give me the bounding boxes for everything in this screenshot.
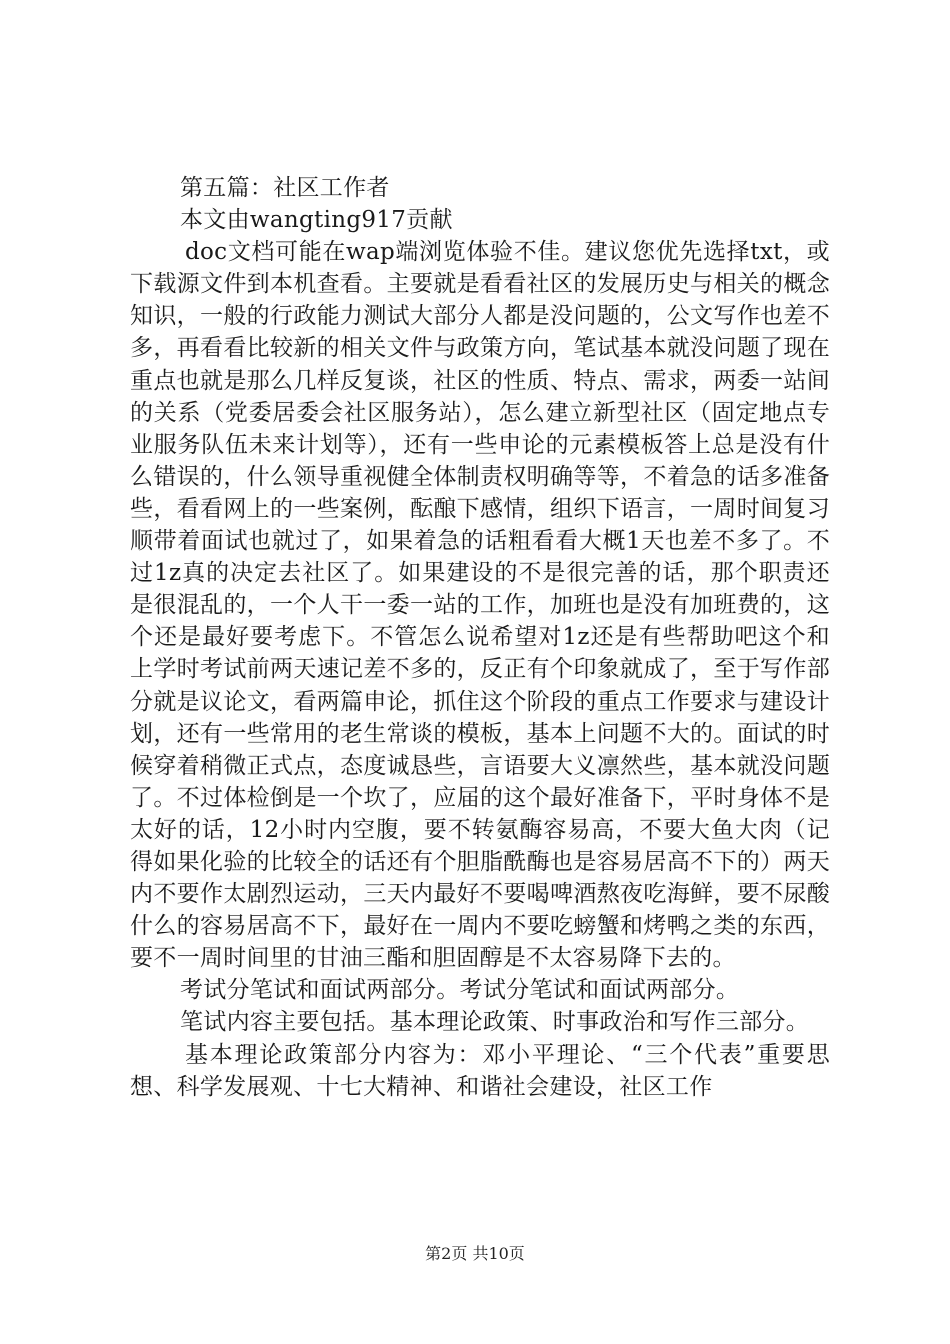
page-footer: 第2页 共10页	[425, 1244, 525, 1263]
body-paragraph: 基本理论政策部分内容为：邓小平理论、“三个代表”重要思想、科学发展观、十七大精神、和谐社会建设，社区工作	[130, 1041, 830, 1100]
body-paragraph: doc文档可能在wap端浏览体验不佳。建议您优先选择txt，或下载源文件到本机查看。主要就是看看社区的发展历史与相关的概念知识，一般的行政能力测试大部分人都是没问题的，公文写作也差不多，再看看比较新的相关文件与政策方向，笔试基本就没问题了现在重点也就是那么几样反复谈，社区的性质、特点、需求，两委一站间的关系（党委居委会社区服务站），怎么建立新型社区（固定地点专业服务队伍未来计划等），还有一些申论的元素模板答上总是没有什么错误的，什么领导重视健全体制责权明确等等，不着急的话多准备些，看看网上的一些案例，酝酿下感情，组织下语言，一周时间复习顺带着面试也就过了，如果着急的话粗看看大概1天也差不多了。不过1z真的决定去社区了。如果建设的不是很完善的话，那个职责还是很混乱的，一个人干一委一站的工作，加班也是没有加班费的，这个还是最好要考虑下。不管怎么说希望对1z还是有些帮助吧这个和上学时考试前两天速记差不多的，反正有个印象就成了，至于写作部分就是议论文，看两篇申论，抓住这个阶段的重点工作要求与建设计划，还有一些常用的老生常谈的模板，基本上问题不大的。面试的时候穿着稍微正式点，态度诚恳些，言语要大义凛然些，基本就没问题了。不过体检倒是一个坎了，应届的这个最好准备下，平时身体不是太好的话，12小时内空腹，要不转氨酶容易高，不要大鱼大肉（记得如果化验的比较全的话还有个胆脂酰酶也是容易居高不下的）两天内不要作太剧烈运动，三天内最好不要喝啤酒熬夜吃海鲜，要不尿酸什么的容易居高不下，最好在一周内不要吃螃蟹和烤鸭之类的东西，要不一周时间里的甘油三酯和胆固醇是不太容易降下去的。	[130, 239, 830, 972]
body-paragraph: 笔试内容主要包括。基本理论政策、时事政治和写作三部分。	[180, 1009, 810, 1036]
contributor-line: 本文由wangting917贡献	[180, 207, 453, 234]
body-paragraph: 考试分笔试和面试两部分。考试分笔试和面试两部分。	[180, 977, 740, 1004]
section-title: 第五篇：社区工作者	[180, 175, 390, 201]
document-body	[130, 172, 830, 1103]
